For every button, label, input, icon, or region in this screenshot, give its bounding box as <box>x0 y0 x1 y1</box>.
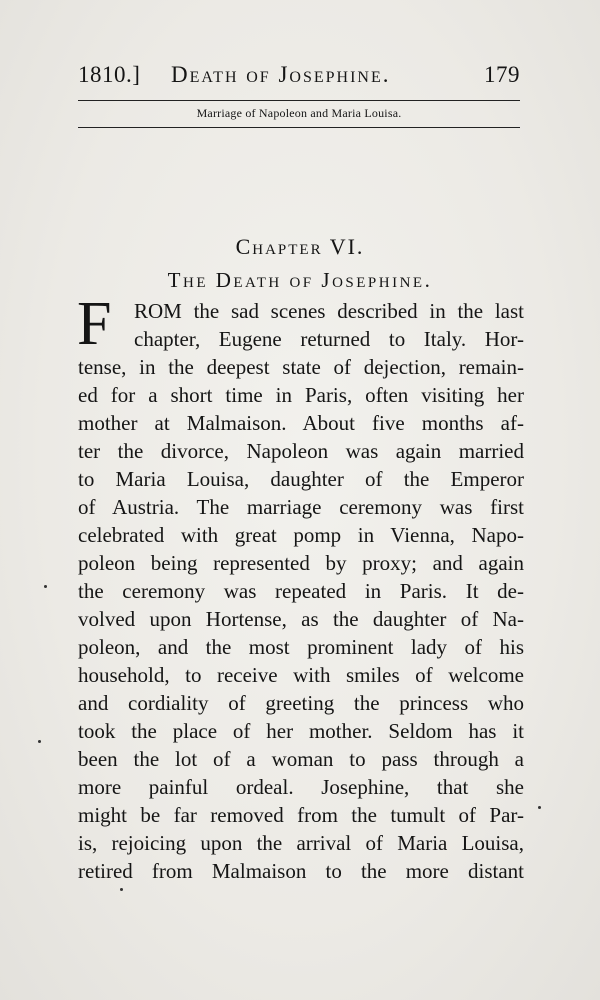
print-speck <box>538 806 541 809</box>
text-line: to Maria Louisa, daughter of the Emperor <box>78 467 524 491</box>
print-speck <box>44 585 47 588</box>
text-line: poleon being represented by proxy; and again <box>78 551 524 575</box>
text-line: more painful ordeal. Josephine, that she <box>78 775 524 799</box>
text-line: might be far removed from the tumult of Par- <box>78 803 524 827</box>
text-line: ter the divorce, Napoleon was again married <box>78 439 524 463</box>
text-line: household, to receive with smiles of welcome <box>78 663 524 687</box>
text-line: celebrated with great pomp in Vienna, Napo- <box>78 523 524 547</box>
text-line: of Austria. The marriage ceremony was first <box>78 495 524 519</box>
text-line: mother at Malmaison. About five months af- <box>78 411 524 435</box>
text-line: is, rejoicing upon the arrival of Maria Louisa, <box>78 831 524 855</box>
text-line: volved upon Hortense, as the daughter of Na- <box>78 607 524 631</box>
text-line: retired from Malmaison to the more distant <box>78 859 524 883</box>
text-line: poleon, and the most prominent lady of his <box>78 635 524 659</box>
header-title: Death of Josephine. <box>171 62 391 87</box>
text-line: ROM the sad scenes described in the last <box>134 299 524 323</box>
text-line: tense, in the deepest state of dejection, remain- <box>78 355 524 379</box>
text-line: the ceremony was repeated in Paris. It de- <box>78 579 524 603</box>
header-year: 1810.] <box>78 62 141 87</box>
drop-cap: F <box>77 290 112 358</box>
text-line: been the lot of a woman to pass through a <box>78 747 524 771</box>
text-line: chapter, Eugene returned to Italy. Hor- <box>134 327 524 351</box>
section-subheading: Marriage of Napoleon and Maria Louisa. <box>196 106 402 120</box>
chapter-number: Chapter VI. <box>235 234 365 259</box>
text-line: and cordiality of greeting the princess who <box>78 691 524 715</box>
print-speck <box>38 740 41 743</box>
text-line: took the place of her mother. Seldom has it <box>78 719 524 743</box>
print-speck <box>120 888 123 891</box>
chapter-title: The Death of Josephine. <box>167 268 433 292</box>
page-number: 179 <box>484 62 520 87</box>
text-line: ed for a short time in Paris, often visiting her <box>78 383 524 407</box>
